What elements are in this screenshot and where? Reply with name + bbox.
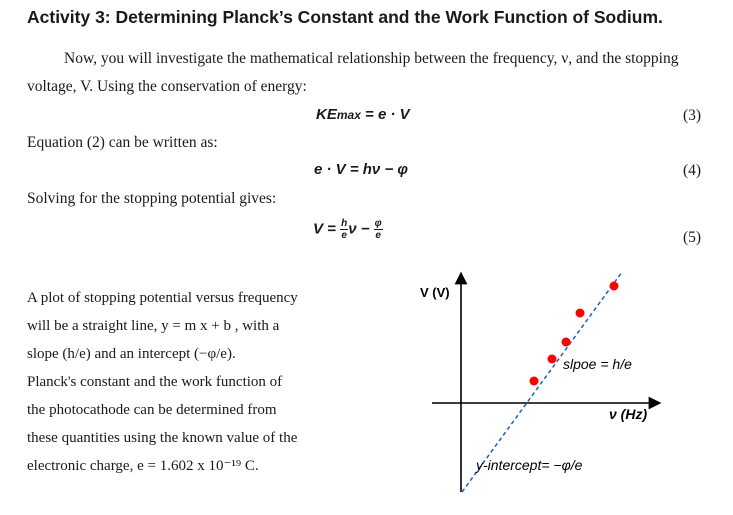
eq5-frac2-den: e bbox=[375, 230, 381, 241]
solving-intro: Solving for the stopping potential gives: bbox=[27, 190, 277, 207]
paragraph-line-4: Planck's constant and the work function of bbox=[27, 374, 283, 390]
y-axis-label: V (V) bbox=[420, 285, 450, 300]
equation-4-number: (4) bbox=[683, 162, 702, 179]
eq5-frac1-num: h bbox=[341, 218, 348, 229]
intro-line-2: voltage, V. Using the conservation of energy: bbox=[27, 78, 307, 95]
data-point bbox=[576, 309, 585, 318]
slope-label: slpoe = h/e bbox=[563, 356, 632, 372]
equation-2-intro: Equation (2) can be written as: bbox=[27, 134, 218, 151]
paragraph-line-7: electronic charge, e = 1.602 x 10⁻¹⁹ C. bbox=[27, 458, 259, 474]
intercept-label: y-intercept= −φ/e bbox=[476, 457, 583, 473]
eq5-frac1-den: e bbox=[341, 230, 347, 241]
eq3-lhs: KE bbox=[316, 106, 337, 123]
equation-4: e · V = hν − φ bbox=[314, 161, 408, 178]
eq5-frac2-num: φ bbox=[374, 218, 382, 229]
data-point bbox=[530, 377, 539, 386]
data-point bbox=[610, 282, 619, 291]
intro-line-1: Now, you will investigate the mathematical relationship between the frequency, ν, and the stopping bbox=[64, 50, 679, 67]
paragraph-line-1: A plot of stopping potential versus frequency bbox=[27, 290, 298, 306]
data-point bbox=[562, 338, 571, 347]
paragraph-line-5: the photocathode can be determined from bbox=[27, 402, 277, 418]
paragraph-line-6: these quantities using the known value of the bbox=[27, 430, 298, 446]
paragraph-line-2: will be a straight line, y = m x + b , with a bbox=[27, 318, 280, 334]
data-point bbox=[548, 355, 557, 364]
eq5-lhs: V = bbox=[313, 220, 341, 238]
equation-3-number: (3) bbox=[683, 107, 702, 124]
eq3-sub: max bbox=[336, 108, 361, 122]
x-axis-label: ν (Hz) bbox=[609, 406, 648, 422]
eq3-rhs: = e · V bbox=[360, 106, 410, 123]
activity-heading: Activity 3: Determining Planck’s Constant and the Work Function of Sodium. bbox=[27, 7, 663, 27]
equation-5-number: (5) bbox=[683, 229, 702, 246]
eq5-mid: ν − bbox=[348, 220, 374, 238]
paragraph-line-3: slope (h/e) and an intercept (−φ/e). bbox=[27, 346, 236, 362]
